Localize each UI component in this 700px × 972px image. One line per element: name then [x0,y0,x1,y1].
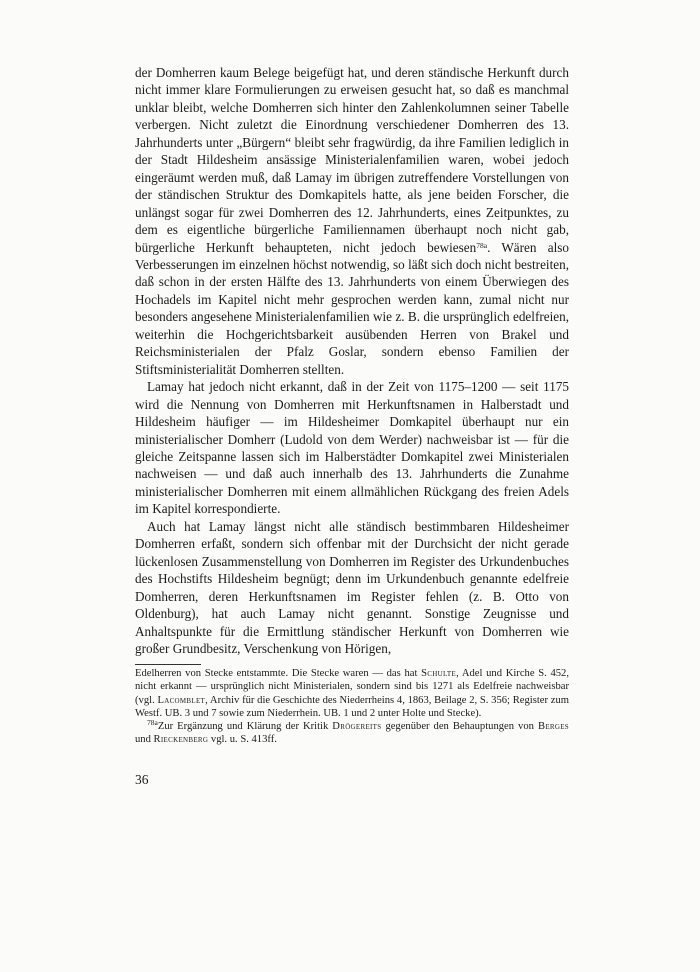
paragraph-3: Auch hat Lamay längst nicht alle ständisch bestimmbaren Hildesheimer Domherren erfaßt, sondern sich offenbar mit der Durchsicht der nicht gerade lückenlosen Zusammenstellung von Domherren im Register des Urkundenbuches des Hochstifts Hildesheim begnügt; denn im Urkundenbuch genannte edelfreie Domherren, deren Herkunftsnamen im Register fehlen (z. B. Otto von Oldenburg), hat auch Lamay nicht genannt. Sonstige Zeugnisse und Anhaltspunkte für die Ermittlung ständischer Herkunft von Domherren wie großer Grundbesitz, Verschenkung von Hörigen, [135,518,569,656]
main-text [135,64,569,657]
footnotes [135,667,569,747]
paragraph-1: der Domherren kaum Belege beigefügt hat, und deren ständische Herkunft durch nicht immer klare Formulierungen zu erweisen gesucht hat, so daß es manchmal unklar bleibt, welche Domherren sich hinter den Zahlenkolumnen seiner Tabelle verbergen. Nicht zuletzt die Einordnung verschiedener Domherren des 13. Jahrhunderts unter „Bürgern“ bleibt sehr fragwürdig, da ihre Familien lediglich in der Stadt Hildesheim ansässige Ministerialenfamilien waren, wobei jedoch eingeräumt werden muß, daß Lamay im übrigen zutreffendere Vorstellungen von der ständischen Struktur des Domkapitels hatte, als jene beiden Forscher, die unlängst sogar für zwei Domherren des 12. Jahrhunderts, eines Zeitpunktes, zu dem es eigentliche bürgerliche Familiennamen überhaupt noch nicht gab, bürgerliche Herkunft behaupteten, nicht jedoch bewiesen$^{78a}$. Wären also Verbesserungen im einzelnen höchst notwendig, so läßt sich doch nicht bestreiten, daß schon in der ersten Hälfte des 13. Jahrhunderts von einem Überwiegen des Hochadels im Kapitel nicht mehr gesprochen werden kann, zumal nicht nur besonders angesehene Ministerialenfamilien wie z. B. die ursprünglich edelfreien, weiterhin die Hochgerichtsbarkeit ausübenden Herren von Brakel und Reichsministerialen der Pfalz Goslar, sondern ebenso Familien der Stiftsministerialität Domherren stellten. [135,65,569,377]
footnote-78a: $^{78a}$Zur Ergänzung und Klärung der Kritik Drögereits gegenüber den Behauptungen von Berges und Rieckenberg vgl. u. S. 413ff. [135,718,569,746]
footnote-divider [135,664,201,665]
page-number: 36 [135,772,149,787]
footnote-continuation: Edelherren von Stecke entstammte. Die Stecke waren — das hat Schulte, Adel und Kirche S. 452, nicht erkannt — ursprünglich nicht Ministerialen, sondern sind bis 1271 als Edelfreie nachweisbar (vgl. Lacomblet, Archiv für die Geschichte des Niederrheins 4, 1863, Beilage 2, S. 356; Register zum Westf. UB. 3 und 7 sowie zum Niederrhein. UB. 1 und 2 unter Holte und Stecke). [135,668,569,719]
footnote-marker: 78a [147,718,158,728]
footnote-reference[interactable]: 78a [476,240,488,250]
paragraph-2: Lamay hat jedoch nicht erkannt, daß in der Zeit von 1175–1200 — seit 1175 wird die Nennung von Domherren mit Herkunftsnamen in Halberstadt und Hildesheim häufiger — im Hildesheimer Domkapitel überhaupt nur ein ministerialischer Domherr (Ludold von dem Werder) nachweisbar ist — für die gleiche Zeitspanne lassen sich im Halberstädter Domkapitel zwei Ministerialen nachweisen — und daß auch innerhalb des 13. Jahrhunderts die Zunahme ministerialischer Domherren mit einem allmählichen Rückgang des freien Adels im Kapitel korrespondierte. [135,379,569,517]
